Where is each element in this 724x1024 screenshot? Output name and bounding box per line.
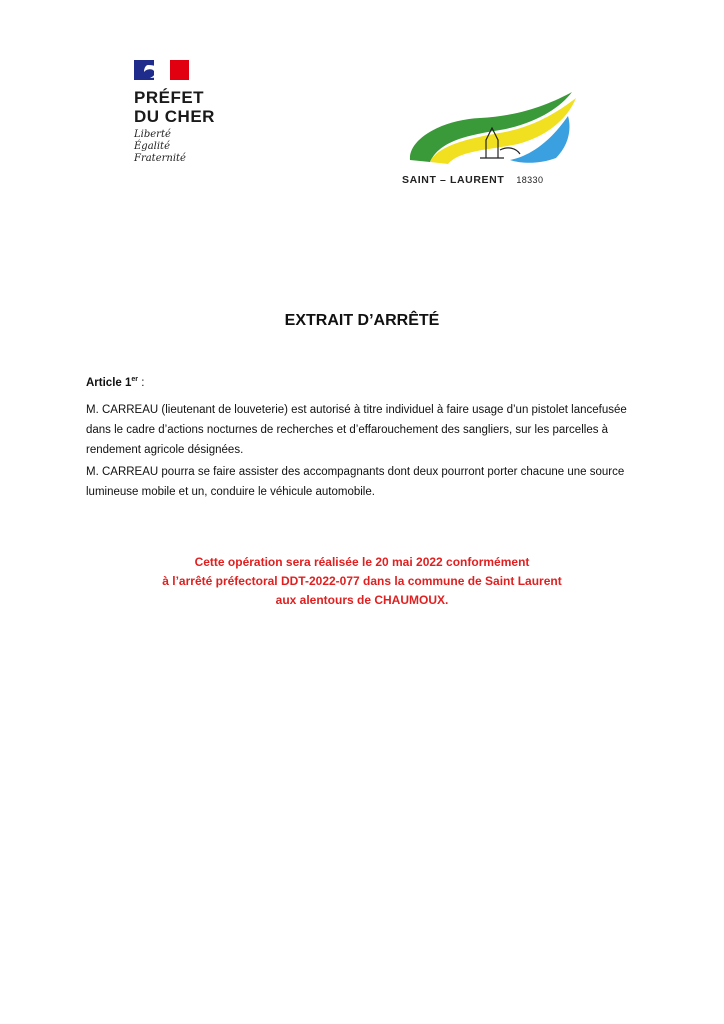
operation-notice: [0, 553, 724, 610]
republic-motto: [134, 129, 215, 165]
paragraph-authorization: M. CARREAU (lieutenant de louveterie) est autorisé à titre individuel à faire usage d’un pistolet lancefusée dans le cadre d’actions nocturnes de recherches et d’effarouchement des sangliers, sur les parcelles à rendement agricole désignées.: [86, 404, 627, 456]
motto-egalite: Égalité: [134, 141, 170, 152]
prefet-line-1: PRÉFET: [134, 88, 205, 107]
notice-line-2: à l’arrêté préfectoral DDT-2022-077 dans la commune de Saint Laurent: [162, 574, 562, 588]
motto-fraternite: Fraternité: [134, 153, 186, 164]
notice-line-3: aux alentours de CHAUMOUX.: [275, 593, 449, 607]
article-heading: [86, 376, 144, 389]
prefet-logo: [134, 60, 215, 165]
prefet-line-2: DU CHER: [134, 107, 215, 126]
prefet-title: [134, 88, 215, 126]
commune-name: SAINT – LAURENT: [402, 174, 505, 186]
document-title: EXTRAIT D’ARRÊTÉ: [284, 312, 440, 329]
notice-line-1: Cette opération sera réalisée le 20 mai 2022 conformément: [194, 555, 530, 569]
paragraph-assistants: M. CARREAU pourra se faire assister des accompagnants dont deux pourront porter chacune une source lumineuse mobile et un, conduire le véhicule automobile.: [86, 466, 625, 498]
commune-postal-code: 18330: [516, 175, 544, 185]
commune-caption: [402, 174, 543, 186]
saint-laurent-logo: [400, 90, 580, 168]
motto-liberte: Liberté: [134, 129, 171, 140]
article-ordinal: er: [131, 376, 139, 383]
article-colon: :: [138, 377, 145, 389]
article-label: Article 1: [86, 377, 132, 389]
marianne-flag-icon: [134, 60, 189, 80]
